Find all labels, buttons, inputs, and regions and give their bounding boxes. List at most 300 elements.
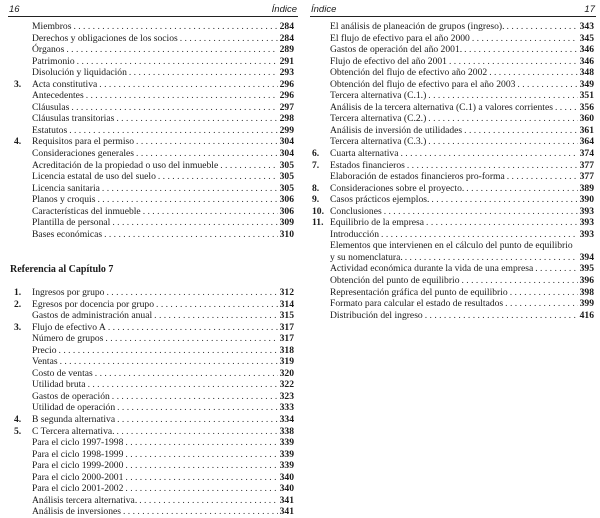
entry-page-number: 360 xyxy=(579,113,594,125)
entry-title: C Tercera alternativa. xyxy=(32,425,115,437)
dot-leader xyxy=(59,345,278,357)
entry-number: 1. xyxy=(14,287,22,298)
entry-page-number: 319 xyxy=(279,356,294,368)
entry-page-number: 343 xyxy=(579,21,594,32)
toc-entry xyxy=(14,79,294,91)
entry-page-number: 297 xyxy=(279,101,294,113)
dot-leader xyxy=(136,148,278,160)
entry-line xyxy=(330,125,594,137)
entry-line xyxy=(330,67,594,79)
entry-title: Para el ciclo 2000-2001 xyxy=(32,471,124,483)
entry-page-number: 398 xyxy=(579,286,594,298)
entry-line xyxy=(32,136,294,148)
dot-leader xyxy=(69,125,277,137)
toc-entry xyxy=(14,437,294,449)
dot-leader xyxy=(139,495,277,507)
entry-title: Casos prácticos ejemplos. xyxy=(330,194,430,206)
toc-entry xyxy=(312,90,594,102)
toc-entry xyxy=(14,56,294,68)
toc-entry xyxy=(312,160,594,172)
toc-entry xyxy=(14,310,294,322)
entry-title: y su nomenclatura. xyxy=(330,251,403,263)
entry-title: Representación gráfica del punto de equilibrio xyxy=(330,286,508,298)
entry-number: 9. xyxy=(312,194,320,206)
entry-line xyxy=(330,136,594,148)
toc-entry xyxy=(14,402,294,414)
dot-leader xyxy=(99,79,277,91)
toc-entry xyxy=(312,79,594,91)
dot-leader xyxy=(88,379,278,391)
dot-leader xyxy=(106,287,277,299)
entry-page-number: 305 xyxy=(279,171,294,183)
entry-page-number: 339 xyxy=(279,437,294,449)
entry-page-number: 377 xyxy=(579,159,594,171)
toc-entry xyxy=(14,125,294,137)
entry-page-number: 339 xyxy=(279,448,294,460)
entry-page-number: 395 xyxy=(579,263,594,275)
entry-number: 2. xyxy=(14,298,22,310)
toc-entry xyxy=(14,345,294,357)
entry-title: Introducción xyxy=(330,228,380,240)
entry-title: Análisis de la tercera alternativa (C.1) a valores corrientes xyxy=(330,101,553,113)
toc-entry xyxy=(14,483,294,495)
entry-page-number: 393 xyxy=(579,205,594,217)
entry-page-number: 320 xyxy=(279,367,294,379)
entry-line xyxy=(330,240,594,252)
entry-page-number: 296 xyxy=(279,90,294,102)
dot-leader xyxy=(123,506,278,518)
entry-page-number: 348 xyxy=(579,67,594,79)
dot-leader xyxy=(220,160,277,172)
entry-page-number: 340 xyxy=(279,471,294,483)
entry-title: Derechos y obligaciones de los socios xyxy=(32,32,178,44)
entry-page-number: 317 xyxy=(279,321,294,333)
entry-line xyxy=(32,391,294,403)
entry-line xyxy=(32,333,294,345)
entry-line xyxy=(32,356,294,368)
entry-page-number: 305 xyxy=(279,159,294,171)
toc-entry xyxy=(14,414,294,426)
entry-line xyxy=(32,160,294,172)
entry-line xyxy=(330,102,594,114)
dot-leader xyxy=(462,275,578,287)
entry-page-number: 338 xyxy=(279,425,294,437)
entry-line xyxy=(32,483,294,495)
entry-page-number: 309 xyxy=(279,217,294,229)
entry-title: Tercera alternativa (C.2.) xyxy=(330,113,427,125)
entry-title: Estados financieros xyxy=(330,159,405,171)
entry-title: Consideraciones generales xyxy=(32,148,135,160)
dot-leader xyxy=(407,160,578,172)
toc-entry xyxy=(312,21,594,33)
entry-line xyxy=(32,495,294,507)
entry-page-number: 293 xyxy=(279,67,294,79)
entry-page-number: 351 xyxy=(579,90,594,102)
toc-entry xyxy=(312,217,594,229)
right-page-header xyxy=(310,3,596,17)
toc-entry xyxy=(312,275,594,287)
entry-page-number: 298 xyxy=(279,113,294,125)
dot-leader xyxy=(180,33,278,45)
entry-title: Formato para calcular el estado de resultados xyxy=(330,298,504,310)
entry-page-number: 284 xyxy=(279,21,294,32)
entry-title: Flujo de efectivo del año 2001 xyxy=(330,55,447,67)
entry-title: Utilidad de operación xyxy=(32,402,116,414)
entry-page-number: 333 xyxy=(279,402,294,414)
entry-line xyxy=(32,148,294,160)
dot-leader xyxy=(555,102,578,114)
dot-leader xyxy=(464,44,577,56)
entry-page-number: 374 xyxy=(579,148,594,160)
entry-title: Disolución y liquidación xyxy=(32,67,127,79)
entry-number: 10. xyxy=(312,205,324,217)
entry-line xyxy=(330,79,594,91)
dot-leader xyxy=(129,67,278,79)
entry-page-number: 416 xyxy=(579,309,594,321)
entry-line xyxy=(330,229,594,241)
entry-line xyxy=(330,33,594,45)
entry-line xyxy=(32,299,294,311)
toc-entry xyxy=(312,125,594,137)
toc-entry xyxy=(312,171,594,183)
section-heading: Referencia al Capítulo 7 xyxy=(10,264,114,275)
entry-line xyxy=(32,379,294,391)
dot-leader xyxy=(158,171,278,183)
entry-line xyxy=(330,275,594,287)
entry-page-number: 304 xyxy=(279,148,294,160)
dot-leader xyxy=(117,402,277,414)
dot-leader xyxy=(426,217,578,229)
entry-page-number: 341 xyxy=(279,506,294,518)
dot-leader xyxy=(112,217,277,229)
entry-line xyxy=(32,402,294,414)
entry-title: Elaboración de estados financieros pro-forma xyxy=(330,171,505,183)
toc-entry xyxy=(312,136,594,148)
dot-leader xyxy=(116,113,277,125)
toc-list-right xyxy=(312,21,594,321)
entry-line xyxy=(330,206,594,218)
toc-entry xyxy=(14,391,294,403)
entry-title: Egresos por docencia por grupo xyxy=(32,298,155,310)
dot-leader xyxy=(505,298,577,310)
entry-page-number: 318 xyxy=(279,344,294,356)
entry-line xyxy=(330,56,594,68)
dot-leader xyxy=(125,449,277,461)
entry-title: Gastos de administración anual xyxy=(32,310,153,322)
entry-title: Cláusulas transitorias xyxy=(32,113,115,125)
entry-line xyxy=(32,414,294,426)
entry-page-number: 291 xyxy=(279,55,294,67)
dot-leader xyxy=(117,414,277,426)
entry-page-number: 345 xyxy=(579,32,594,44)
toc-entry xyxy=(14,183,294,195)
toc-entry xyxy=(312,240,594,252)
toc-entry xyxy=(14,472,294,484)
entry-line xyxy=(330,21,594,33)
entry-title: Para el ciclo 1997-1998 xyxy=(32,437,124,449)
toc-entry xyxy=(312,206,594,218)
dot-leader xyxy=(517,79,577,91)
entry-title: Licencia sanitaria xyxy=(32,182,100,194)
toc-list-left-bottom xyxy=(14,287,294,518)
dot-leader xyxy=(66,44,277,56)
toc-entry xyxy=(312,194,594,206)
entry-line xyxy=(32,287,294,299)
dot-leader xyxy=(489,67,577,79)
page-number: 16 xyxy=(9,4,20,15)
entry-number: 4. xyxy=(14,136,22,148)
dot-leader xyxy=(73,21,277,33)
entry-title: El flujo de efectivo para el año 2000 xyxy=(330,32,470,44)
left-page-header xyxy=(8,3,298,17)
entry-line xyxy=(330,183,594,195)
toc-entry xyxy=(14,333,294,345)
dot-leader xyxy=(86,90,278,102)
entry-title: Número de grupos xyxy=(32,333,104,345)
entry-line xyxy=(32,33,294,45)
dot-leader xyxy=(449,56,578,68)
entry-line xyxy=(32,460,294,472)
entry-title: Gastos de operación xyxy=(32,390,110,402)
entry-page-number: 349 xyxy=(579,78,594,90)
entry-line xyxy=(330,194,594,206)
entry-title: Patrimonio xyxy=(32,55,75,67)
toc-entry xyxy=(14,299,294,311)
entry-line xyxy=(330,252,594,264)
entry-line xyxy=(330,148,594,160)
entry-page-number: 356 xyxy=(579,101,594,113)
entry-page-number: 389 xyxy=(579,182,594,194)
entry-title: El análisis de planeación de grupos (ingreso). xyxy=(330,21,505,32)
dot-leader xyxy=(60,356,278,368)
entry-title: Tercera alternativa (C.3.) xyxy=(330,136,427,148)
entry-title: Obtención del flujo de efectivo año 2002 xyxy=(330,67,488,79)
entry-line xyxy=(32,44,294,56)
entry-title: Precio xyxy=(32,344,57,356)
entry-page-number: 299 xyxy=(279,124,294,136)
entry-number: 5. xyxy=(14,425,22,437)
entry-page-number: 339 xyxy=(279,460,294,472)
dot-leader xyxy=(108,322,278,334)
entry-line xyxy=(32,368,294,380)
toc-entry xyxy=(312,44,594,56)
entry-page-number: 393 xyxy=(579,228,594,240)
entry-line xyxy=(32,229,294,241)
toc-entry xyxy=(14,287,294,299)
entry-number: 4. xyxy=(14,414,22,426)
entry-line xyxy=(330,263,594,275)
entry-line xyxy=(330,287,594,299)
toc-entry xyxy=(312,252,594,264)
toc-entry xyxy=(14,426,294,438)
entry-title: Para el ciclo 2001-2002 xyxy=(32,483,124,495)
toc-entry xyxy=(14,460,294,472)
dot-leader xyxy=(510,287,578,299)
entry-page-number: 346 xyxy=(579,44,594,56)
entry-line xyxy=(330,171,594,183)
toc-entry xyxy=(14,148,294,160)
entry-page-number: 377 xyxy=(579,171,594,183)
entry-page-number: 334 xyxy=(279,414,294,426)
toc-entry xyxy=(312,298,594,310)
toc-entry xyxy=(14,113,294,125)
entry-title: Actividad económica durante la vida de una empresa xyxy=(330,263,534,275)
dot-leader xyxy=(425,310,578,322)
toc-entry xyxy=(14,495,294,507)
running-head: Índice xyxy=(311,4,337,15)
toc-entry xyxy=(312,113,594,125)
dot-leader xyxy=(125,437,277,449)
toc-entry xyxy=(14,44,294,56)
entry-line xyxy=(32,310,294,322)
entry-title: Ventas xyxy=(32,356,58,368)
entry-page-number: 306 xyxy=(279,205,294,217)
entry-line xyxy=(32,206,294,218)
entry-line xyxy=(330,160,594,172)
entry-title: Órganos xyxy=(32,44,65,56)
toc-entry xyxy=(14,368,294,380)
entry-number: 8. xyxy=(312,182,320,194)
toc-entry xyxy=(14,171,294,183)
entry-title: Flujo de efectivo A xyxy=(32,321,106,333)
dot-leader xyxy=(507,21,578,33)
toc-entry xyxy=(14,102,294,114)
entry-line xyxy=(32,113,294,125)
entry-line xyxy=(32,426,294,438)
dot-leader xyxy=(105,333,277,345)
dot-leader xyxy=(405,252,578,264)
entry-number: 11. xyxy=(312,217,324,229)
entry-line xyxy=(32,194,294,206)
dot-leader xyxy=(112,391,278,403)
dot-leader xyxy=(77,56,278,68)
entry-line xyxy=(330,217,594,229)
entry-line xyxy=(32,90,294,102)
entry-title: Análisis tercera alternativa. xyxy=(32,494,138,506)
entry-title: Planos y croquis xyxy=(32,194,96,206)
entry-title: Miembros xyxy=(32,21,72,32)
entry-title: Análisis de inversión de utilidades xyxy=(330,124,463,136)
entry-line xyxy=(32,56,294,68)
entry-page-number: 306 xyxy=(279,194,294,206)
entry-page-number: 310 xyxy=(279,228,294,240)
dot-leader xyxy=(71,102,277,114)
entry-title: Acreditación de la propiedad o uso del inmueble xyxy=(32,159,219,171)
toc-entry xyxy=(312,263,594,275)
entry-page-number: 399 xyxy=(579,298,594,310)
entry-title: Conclusiones xyxy=(330,205,382,217)
dot-leader xyxy=(95,368,278,380)
entry-line xyxy=(32,217,294,229)
dot-leader xyxy=(97,194,277,206)
entry-line xyxy=(32,449,294,461)
toc-entry xyxy=(312,56,594,68)
toc-entry xyxy=(14,136,294,148)
dot-leader xyxy=(428,136,577,148)
entry-line xyxy=(32,21,294,33)
toc-entry xyxy=(312,183,594,195)
toc-entry xyxy=(312,287,594,299)
dot-leader xyxy=(381,229,578,241)
entry-line xyxy=(32,125,294,137)
entry-title: Costo de ventas xyxy=(32,367,93,379)
dot-leader xyxy=(472,33,578,45)
entry-title: Requisitos para el permiso xyxy=(32,136,135,148)
entry-page-number: 315 xyxy=(279,310,294,322)
dot-leader xyxy=(428,113,577,125)
entry-line xyxy=(32,171,294,183)
entry-page-number: 341 xyxy=(279,494,294,506)
dot-leader xyxy=(464,125,577,137)
entry-line xyxy=(32,67,294,79)
toc-entry xyxy=(312,229,594,241)
entry-page-number: 317 xyxy=(279,333,294,345)
entry-title: Cláusulas xyxy=(32,101,70,113)
entry-page-number: 323 xyxy=(279,390,294,402)
dot-leader xyxy=(535,263,577,275)
entry-number: 3. xyxy=(14,78,22,90)
entry-title: Obtención del punto de equilibrio xyxy=(330,275,460,287)
entry-page-number: 364 xyxy=(579,136,594,148)
toc-entry xyxy=(14,229,294,241)
dot-leader xyxy=(428,90,577,102)
entry-page-number: 314 xyxy=(279,298,294,310)
toc-entry xyxy=(14,449,294,461)
entry-line xyxy=(32,472,294,484)
toc-entry xyxy=(14,21,294,33)
entry-page-number: 396 xyxy=(579,275,594,287)
dot-leader xyxy=(136,136,278,148)
entry-page-number: 394 xyxy=(579,251,594,263)
entry-page-number: 296 xyxy=(279,78,294,90)
toc-entry xyxy=(14,67,294,79)
toc-entry xyxy=(14,506,294,518)
entry-title: Ingresos por grupo xyxy=(32,287,105,298)
dot-leader xyxy=(400,148,577,160)
toc-entry xyxy=(312,67,594,79)
entry-line xyxy=(32,506,294,518)
entry-title: Consideraciones sobre el proyecto. xyxy=(330,182,465,194)
dot-leader xyxy=(125,460,277,472)
entry-page-number: 312 xyxy=(279,287,294,298)
page-number: 17 xyxy=(584,4,595,15)
dot-leader xyxy=(156,299,278,311)
entry-title: Para el ciclo 1999-2000 xyxy=(32,460,124,472)
entry-title: Utilidad bruta xyxy=(32,379,86,391)
entry-page-number: 305 xyxy=(279,182,294,194)
toc-entry xyxy=(312,148,594,160)
entry-page-number: 340 xyxy=(279,483,294,495)
toc-entry xyxy=(312,310,594,322)
entry-title: Plantilla de personal xyxy=(32,217,111,229)
toc-entry xyxy=(14,90,294,102)
running-head: Índice xyxy=(271,4,297,15)
toc-entry xyxy=(14,217,294,229)
entry-title: Bases económicas xyxy=(32,228,103,240)
entry-line xyxy=(32,322,294,334)
dot-leader xyxy=(431,194,577,206)
dot-leader xyxy=(117,426,278,438)
entry-page-number: 361 xyxy=(579,124,594,136)
toc-entry xyxy=(14,33,294,45)
entry-line xyxy=(32,183,294,195)
entry-page-number: 322 xyxy=(279,379,294,391)
toc-entry xyxy=(312,102,594,114)
dot-leader xyxy=(125,472,277,484)
entry-line xyxy=(330,90,594,102)
dot-leader xyxy=(466,183,577,195)
entry-line xyxy=(330,298,594,310)
